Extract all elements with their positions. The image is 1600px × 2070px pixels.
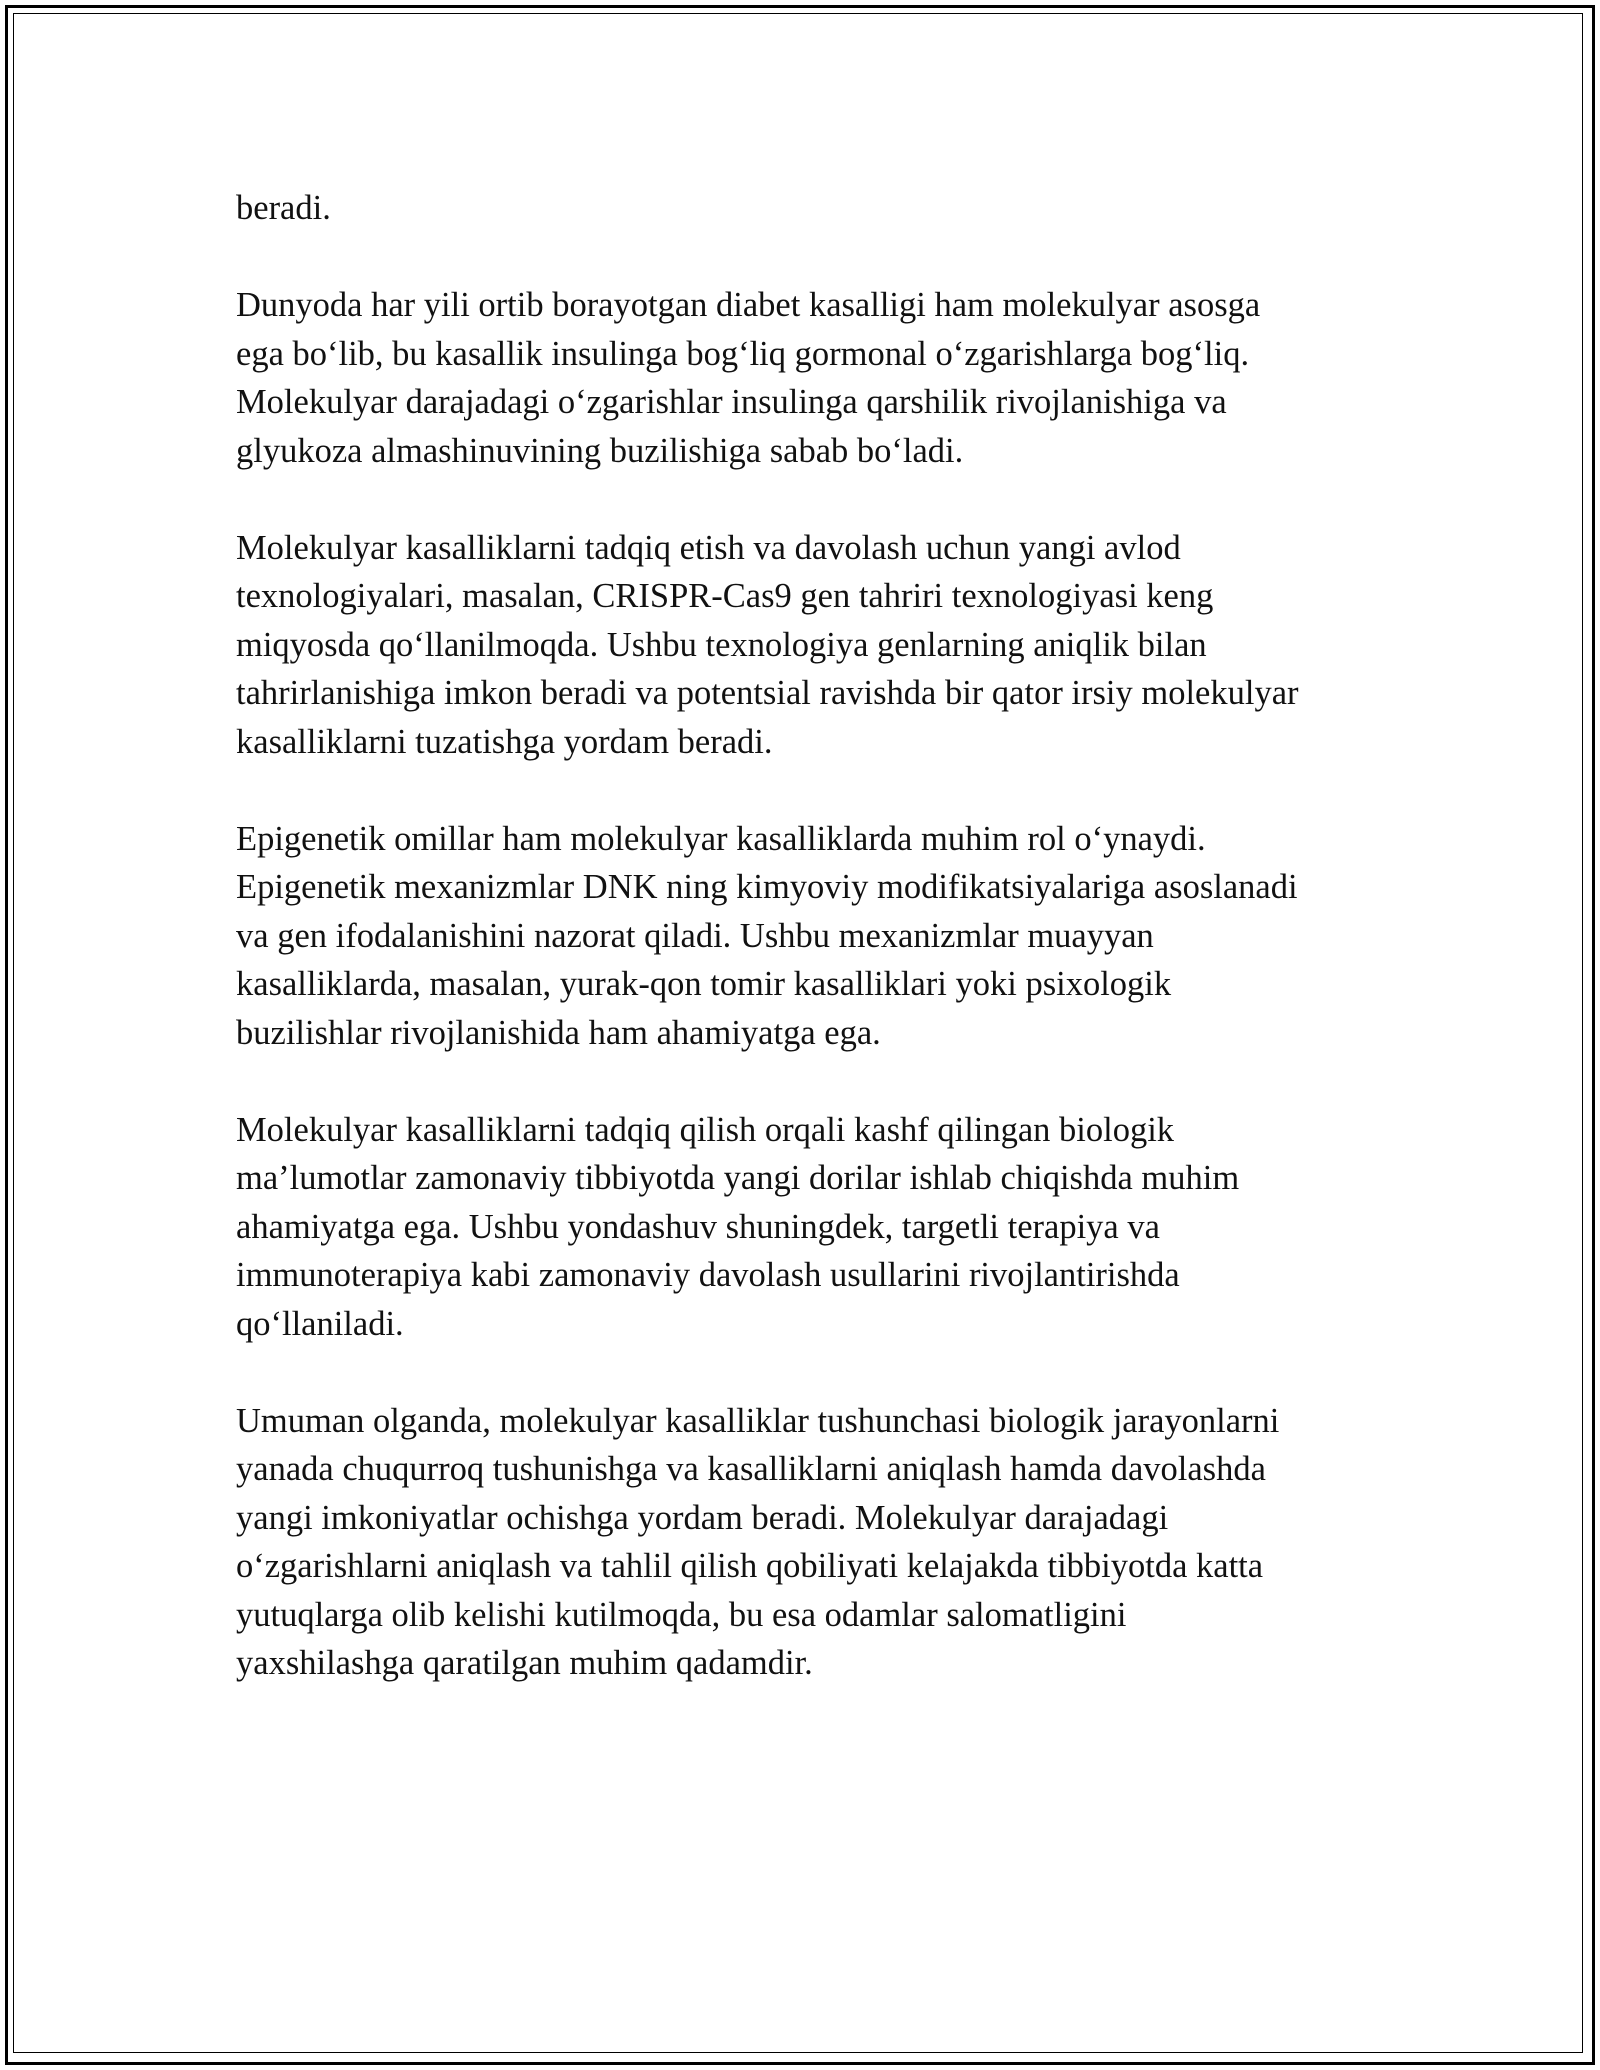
paragraph-2 [236,281,1416,475]
text-line: Molekulyar kasalliklarni tadqiq etish va davolash uchun yangi avlod [236,528,1181,567]
text-line: ega bo‘lib, bu kasallik insulinga bog‘liq gormonal o‘zgarishlarga bog‘liq. [236,334,1250,373]
text-line: Epigenetik mexanizmlar DNK ning kimyoviy modifikatsiyalariga asoslanadi [236,868,1298,906]
text-line: beradi. [236,189,331,227]
text-line: Dunyoda har yili ortib borayotgan diabet kasalligi ham molekulyar asosga [236,286,1261,324]
text-line: buzilishlar rivojlanishida ham ahamiyatga ega. [236,1013,881,1052]
text-line: yangi imkoniyatlar ochishga yordam beradi. Molekulyar darajadagi [236,1498,1169,1537]
document-body [236,184,1416,1736]
text-line: texnologiyalari, masalan, CRISPR-Cas9 gen tahriri texnologiyasi keng [236,577,1214,615]
text-line: o‘zgarishlarni aniqlash va tahlil qilish qobiliyati kelajakda tibbiyotda katta [236,1547,1264,1585]
paragraph-6 [236,1397,1416,1688]
text-line: kasalliklarda, masalan, yurak-qon tomir kasalliklari yoki psixologik [236,965,1172,1003]
paragraph-5 [236,1106,1416,1349]
text-line: Molekulyar kasalliklarni tadqiq qilish orqali kashf qilingan biologik [236,1110,1175,1149]
text-line: tahrirlanishiga imkon beradi va potentsial ravishda bir qator irsiy molekulyar [236,674,1299,712]
text-line: Molekulyar darajadagi o‘zgarishlar insulinga qarshilik rivojlanishiga va [236,383,1227,421]
text-line: miqyosda qo‘llanilmoqda. Ushbu texnologiya genlarning aniqlik bilan [236,625,1207,664]
text-line: glyukoza almashinuvining buzilishiga sabab bo‘ladi. [236,431,964,470]
text-line: yanada chuqurroq tushunishga va kasalliklarni aniqlash hamda davolashda [236,1450,1266,1488]
text-line: ahamiyatga ega. Ushbu yondashuv shuningdek, targetli terapiya va [236,1207,1160,1246]
paragraph-1 [236,184,1416,233]
text-line: yutuqlarga olib kelishi kutilmoqda, bu esa odamlar salomatligini [236,1595,1127,1634]
text-line: Umuman olganda, molekulyar kasalliklar tushunchasi biologik jarayonlarni [236,1401,1280,1440]
paragraph-3 [236,524,1416,767]
text-line: va gen ifodalanishini nazorat qiladi. Ushbu mexanizmlar muayyan [236,916,1154,955]
text-line: Epigenetik omillar ham molekulyar kasalliklarda muhim rol o‘ynaydi. [236,819,1206,858]
text-line: kasalliklarni tuzatishga yordam beradi. [236,722,773,761]
paragraph-4 [236,815,1416,1058]
text-line: yaxshilashga qaratilgan muhim qadamdir. [236,1644,813,1682]
text-line: immunoterapiya kabi zamonaviy davolash usullarini rivojlantirishda [236,1256,1180,1294]
text-line: ma’lumotlar zamonaviy tibbiyotda yangi dorilar ishlab chiqishda muhim [236,1159,1240,1197]
text-line: qo‘llaniladi. [236,1304,404,1343]
